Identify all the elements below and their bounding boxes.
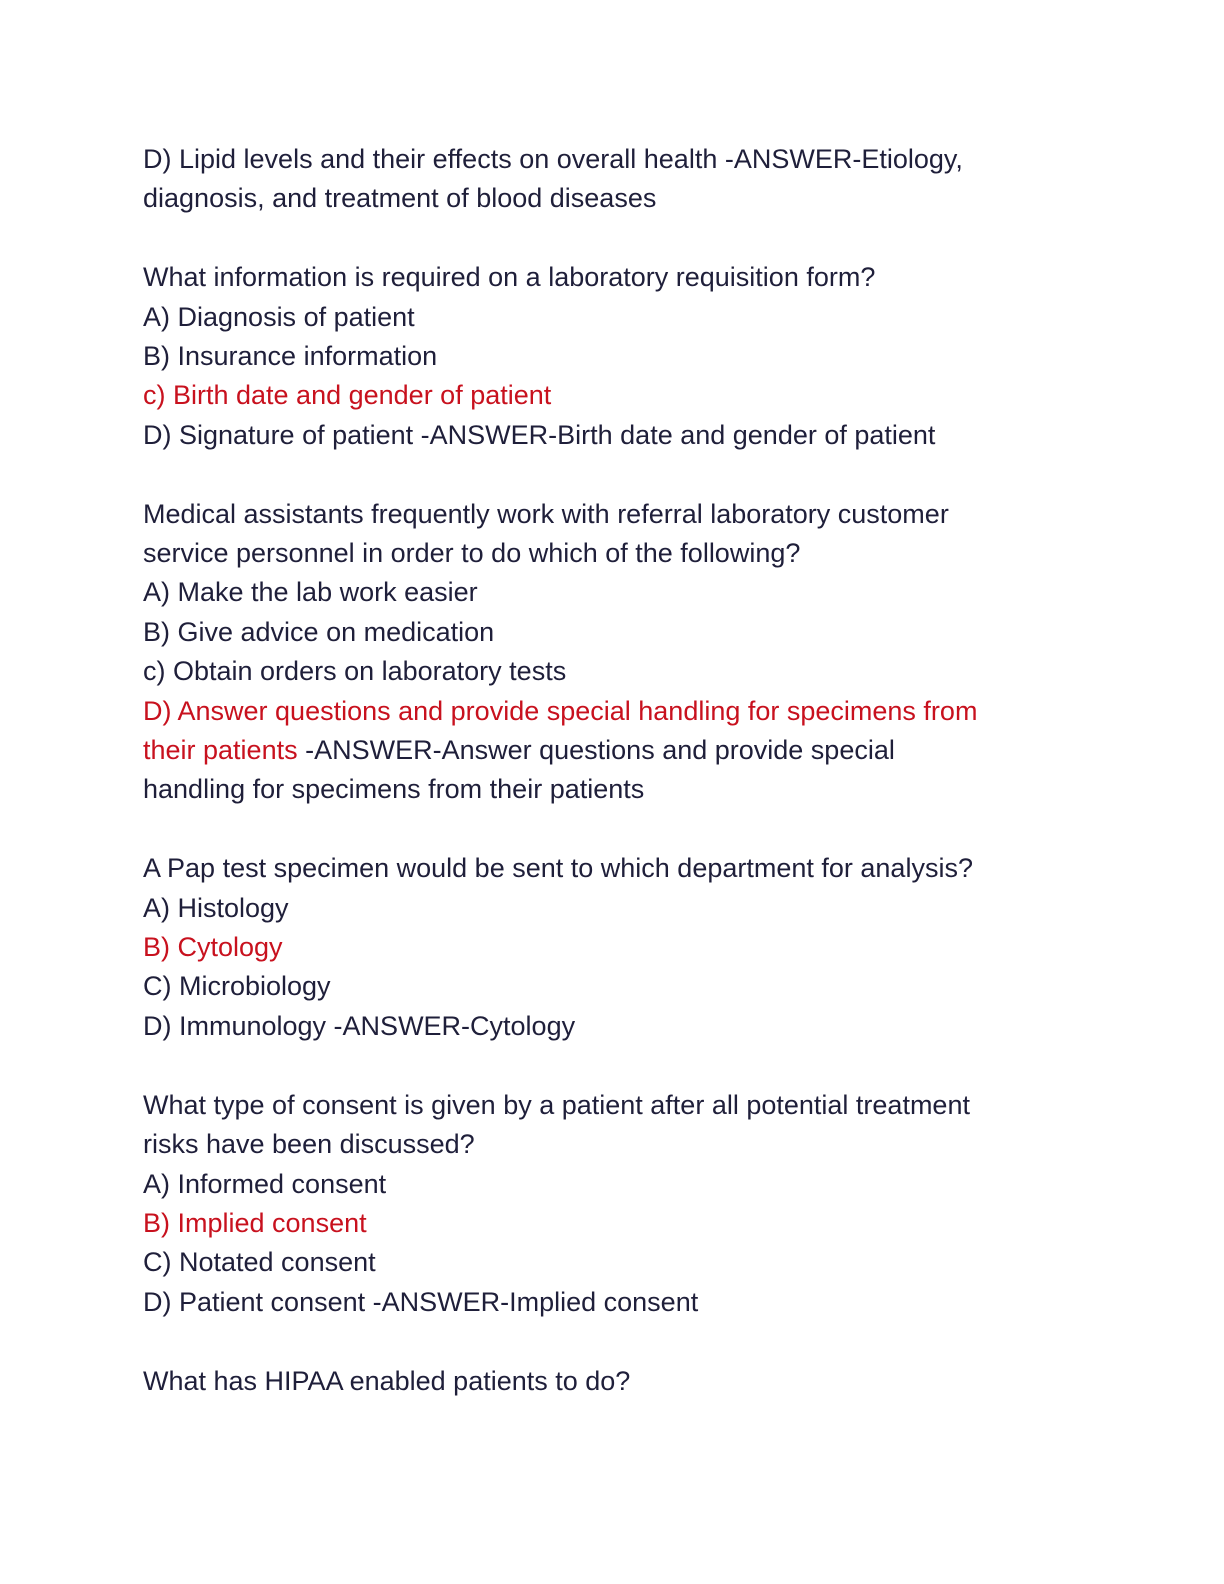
option-c: C) Microbiology [143, 971, 331, 1002]
answer-continuation: handling for specimens from their patients [143, 774, 645, 805]
question-block-requisition [143, 258, 1103, 455]
option-b: B) Give advice on medication [143, 616, 495, 647]
question-text: What has HIPAA enabled patients to do? [143, 1365, 631, 1396]
question-block-hipaa [143, 1362, 1103, 1401]
option-b-correct: B) Implied consent [143, 1207, 367, 1238]
option-d-answer-line: D) Patient consent -ANSWER-Implied consent [143, 1286, 699, 1317]
spacer [143, 1322, 1103, 1361]
option-d-correct-tail: their patients [143, 735, 298, 766]
spacer [143, 1046, 1103, 1085]
option-d-answer-line: D) Lipid levels and their effects on overall health -ANSWER-Etiology, [143, 144, 963, 174]
question-block-consent [143, 1086, 1103, 1322]
option-b-correct: B) Cytology [143, 932, 283, 963]
question-block-pap-test [143, 849, 1103, 1046]
option-a: A) Informed consent [143, 1168, 387, 1199]
question-text-line2: risks have been discussed? [143, 1129, 475, 1160]
option-d-correct-line1: D) Answer questions and provide special handling for specimens from [143, 695, 978, 726]
question-text-line1: What type of consent is given by a patient after all potential treatment [143, 1089, 970, 1120]
option-d-answer-line: D) Immunology -ANSWER-Cytology [143, 1010, 576, 1041]
option-a: A) Make the lab work easier [143, 577, 478, 608]
option-c-correct: c) Birth date and gender of patient [143, 380, 552, 411]
option-a: A) Diagnosis of patient [143, 301, 415, 332]
question-text-line1: Medical assistants frequently work with referral laboratory customer [143, 498, 949, 529]
option-a: A) Histology [143, 892, 289, 923]
option-b: B) Insurance information [143, 341, 438, 372]
answer-text: -ANSWER-Answer questions and provide special [297, 735, 895, 766]
question-text-line2: service personnel in order to do which of the following? [143, 538, 801, 569]
option-d-correct-line2 [143, 731, 1103, 770]
question-block-referral-lab [143, 495, 1103, 810]
answer-continuation: diagnosis, and treatment of blood diseases [143, 183, 657, 214]
option-d-answer-line: D) Signature of patient -ANSWER-Birth date and gender of patient [143, 419, 936, 450]
spacer [143, 455, 1103, 494]
spacer [143, 219, 1103, 258]
option-c: C) Notated consent [143, 1247, 376, 1278]
spacer [143, 810, 1103, 849]
question-block-lipid [143, 140, 1103, 219]
question-text: A Pap test specimen would be sent to which department for analysis? [143, 853, 973, 884]
document-page [143, 140, 1103, 1401]
option-c: c) Obtain orders on laboratory tests [143, 656, 567, 687]
question-text: What information is required on a laboratory requisition form? [143, 262, 876, 293]
